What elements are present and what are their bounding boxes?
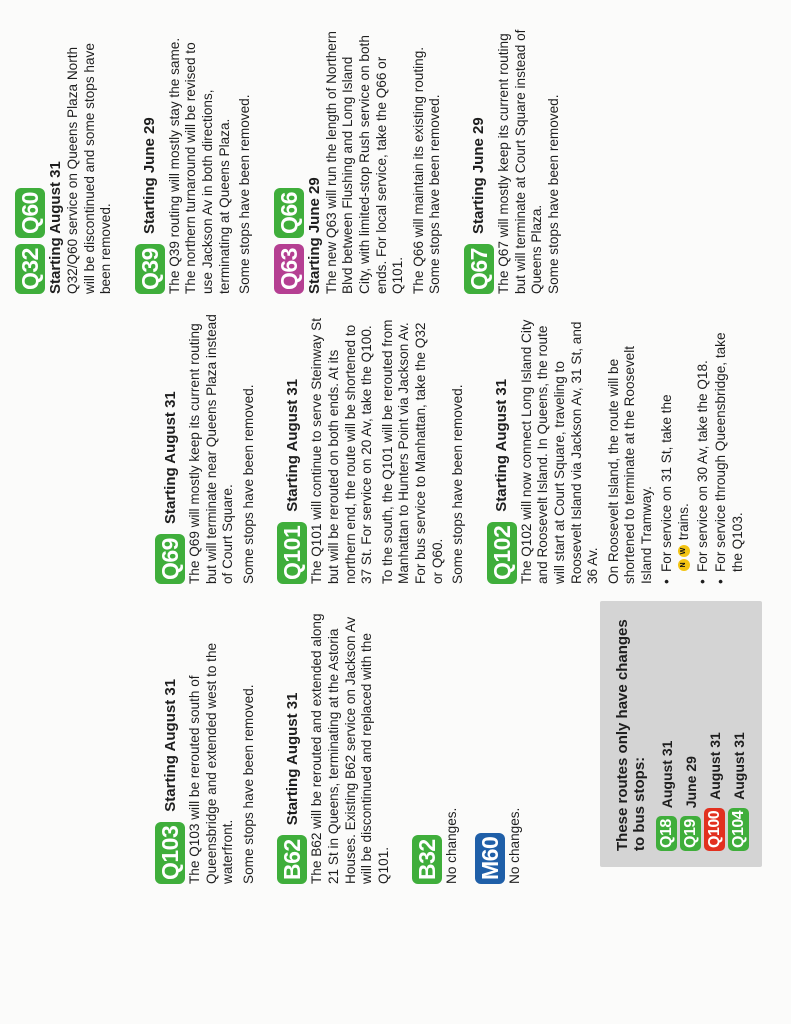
route-badge-q104: Q104 xyxy=(728,808,749,851)
start-date: Starting August 31 xyxy=(283,692,301,826)
route-description: The Q39 routing will mostly stay the same. The northern turnaround will be revised to use Jackson Av in both directions, terminating at Queens Plaza. xyxy=(166,37,232,294)
route-b62 xyxy=(277,609,392,884)
column-1 xyxy=(15,29,582,294)
route-description: The Q69 will mostly keep its current routing but will terminate near Queens Plaza instead of Court Square. xyxy=(187,314,236,584)
route-description: No changes. xyxy=(444,807,460,884)
list-item xyxy=(659,312,692,584)
list-item: • For service through Queensbridge, take the Q103. xyxy=(713,312,746,584)
alternatives-list xyxy=(659,312,746,584)
route-description: The Q67 will mostly keep its current routing but will terminate at Court Square instead of Queens Plaza. xyxy=(495,29,545,294)
bullet-text: For service on 31 St, take the xyxy=(659,394,675,572)
route-description: The Q103 will be rerouted south of Queensbridge and extended west to the waterfront. xyxy=(187,642,236,884)
route-badge-q103: Q103 xyxy=(155,822,185,884)
route-q67 xyxy=(464,29,562,294)
route-description-2: The Q66 will maintain its existing routing. Some stops have been removed. xyxy=(410,46,443,294)
route-b32 xyxy=(412,609,461,884)
change-date: August 31 xyxy=(706,732,723,800)
route-q63-q66 xyxy=(274,29,444,294)
route-description-2: To the south, the Q101 will be rerouted from Manhattan to Hunters Point via Jackson Av. For bus service to Manhattan, take the Q32 or Q60. xyxy=(379,319,445,584)
start-date: Starting August 31 xyxy=(493,378,511,512)
stops-removed-note: Some stops have been removed. xyxy=(240,384,256,584)
route-badge-q19: Q19 xyxy=(680,816,701,851)
list-item xyxy=(728,615,749,851)
change-date: June 29 xyxy=(682,756,699,809)
route-description: The Q102 will now connect Long Island City and Roosevelt Island. In Queens, the route will start at Court Square, traveling to Roosevelt Island via Jackson Av, 31 St, and 36 Av. xyxy=(518,319,601,584)
route-badge-q32: Q32 xyxy=(15,244,45,294)
route-badge-m60: M60 xyxy=(475,833,505,884)
route-description: The B62 will be rerouted and extended along 21 St in Queens, terminating at the Astoria Houses. Existing B62 service on Jackson Av will be discontinued and replaced with the Q101. xyxy=(309,613,391,884)
change-date: August 31 xyxy=(730,732,747,800)
list-item xyxy=(680,615,701,851)
stops-removed-note: Some stops have been removed. xyxy=(240,684,256,884)
stops-only-box xyxy=(600,601,762,867)
route-q101 xyxy=(277,312,466,584)
n-train-icon: N xyxy=(678,559,690,571)
stops-removed-note: Some stops have been removed. xyxy=(545,94,561,294)
column-2 xyxy=(155,312,766,584)
route-description: No changes. xyxy=(506,807,522,884)
route-badge-q69: Q69 xyxy=(155,534,185,584)
start-date: Starting August 31 xyxy=(161,678,179,812)
start-date: Starting June 29 xyxy=(141,117,159,235)
start-date: Starting June 29 xyxy=(470,117,488,235)
start-date: Starting June 29 xyxy=(305,177,323,294)
route-badge-q102: Q102 xyxy=(487,522,517,584)
route-badge-q66: Q66 xyxy=(274,188,304,238)
list-item: • For service on 30 Av, take the Q18. xyxy=(695,312,712,584)
route-badge-q60: Q60 xyxy=(15,188,45,238)
route-q69 xyxy=(155,312,257,584)
route-q102 xyxy=(487,312,747,584)
change-date: August 31 xyxy=(658,740,675,809)
bullet-text-end: trains. xyxy=(676,503,692,541)
w-train-icon: W xyxy=(678,545,690,557)
route-description-2: On Roosevelt Island, the route will be shortened to terminate at the Roosevelt Island Tramway. xyxy=(605,345,654,584)
list-item xyxy=(704,615,725,851)
route-q39 xyxy=(135,29,254,294)
box-title: These routes only have changes to bus stops: xyxy=(614,619,648,851)
route-description: The new Q63 will run the length of Northern Blvd between Flushing and Long Island City, with limited-stop Rush service on both ends. For local service, take the Q66 or Q101. xyxy=(323,31,406,294)
route-m60 xyxy=(475,609,524,884)
route-description: Q32/Q60 service on Queens Plaza North will be discontinued and some stops have been removed. xyxy=(65,43,114,294)
list-item xyxy=(656,615,677,851)
route-badge-q39: Q39 xyxy=(135,244,165,294)
start-date: Starting August 31 xyxy=(283,378,301,512)
stops-removed-note: Some stops have been removed. xyxy=(450,384,466,584)
start-date: Starting August 31 xyxy=(161,391,179,525)
route-badge-b32: B32 xyxy=(412,835,442,884)
route-q32-q60 xyxy=(15,29,115,294)
route-badge-b62: B62 xyxy=(277,835,307,884)
start-date: Starting August 31 xyxy=(47,161,64,294)
route-badge-q100: Q100 xyxy=(704,808,725,851)
route-badge-q101: Q101 xyxy=(277,522,307,584)
route-description: The Q101 will continue to serve Steinway St but will be rerouted on both ends. At its northern end, the route will be shortened to 37 St. For service on 20 Av, take the Q100. xyxy=(309,318,375,584)
route-q103 xyxy=(155,609,257,884)
route-badge-q18: Q18 xyxy=(656,816,677,851)
route-badge-q67: Q67 xyxy=(464,244,494,294)
stops-removed-note: Some stops have been removed. xyxy=(237,94,253,294)
route-badge-q63: Q63 xyxy=(274,244,304,294)
column-3 xyxy=(155,609,544,884)
